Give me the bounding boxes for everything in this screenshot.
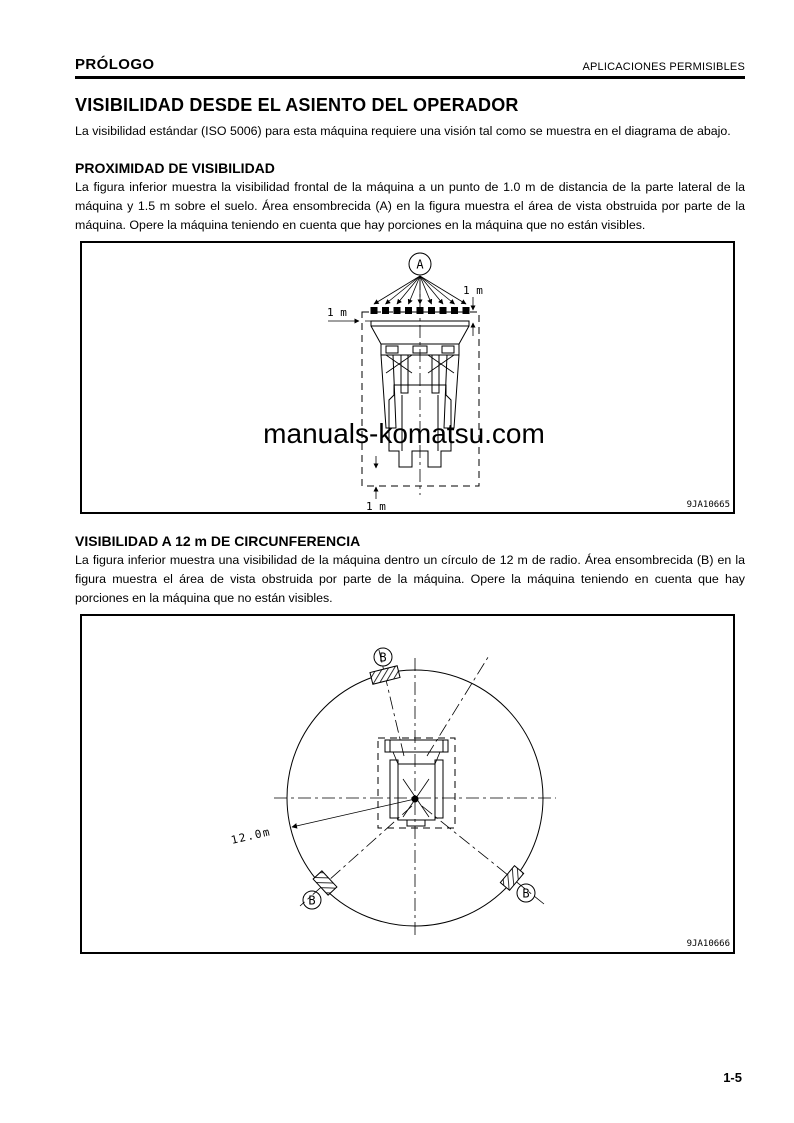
dimension-side-label: 1 m — [327, 306, 347, 319]
zone-b-label-bottom-right: B — [522, 886, 530, 901]
page-header — [75, 55, 745, 73]
point-a-label: A — [416, 257, 424, 272]
circumference-diagram — [82, 616, 733, 952]
dimension-rear — [366, 456, 386, 512]
section-heading-circumference: VISIBILIDAD A 12 m DE CIRCUNFERENCIA — [75, 533, 361, 549]
circumference-paragraph: La figura inferior muestra una visibilidad de la máquina dentro un círculo de 12 m de radio. Área ensombrecida (B) en la figura muestra el área de vista obstruida por parte de la máquina. Opere la máquina teniendo en cuenta que hay porciones en la máquina que no están visibles. — [75, 553, 745, 605]
page-title: VISIBILIDAD DESDE EL ASIENTO DEL OPERADOR — [75, 95, 519, 115]
zone-b-label-bottom-left: B — [308, 893, 316, 908]
figure-circumference-visibility — [80, 614, 735, 954]
header-rule — [75, 76, 745, 79]
sight-target-squares — [371, 307, 470, 314]
figure-code-proximity: 9JA10665 — [686, 500, 730, 510]
page-number: 1-5 — [723, 1070, 742, 1085]
radius-label: 12.0m — [229, 825, 273, 847]
figure-proximity-visibility — [80, 241, 735, 514]
zone-b-marker-bottom-right — [517, 884, 535, 902]
figure-code-circumference: 9JA10666 — [686, 939, 730, 949]
one-meter-boundary — [362, 312, 479, 486]
dimension-rear-label: 1 m — [366, 500, 386, 512]
header-section-title: APLICACIONES PERMISIBLES — [582, 61, 745, 73]
radius-dimension — [230, 799, 415, 847]
section-heading-proximity: PROXIMIDAD DE VISIBILIDAD — [75, 160, 275, 176]
radial-sight-lines — [300, 646, 544, 906]
obstructed-zones — [313, 666, 524, 895]
point-a-marker — [409, 253, 431, 275]
zone-b-marker-top — [374, 648, 392, 666]
zone-b-label-top: B — [379, 650, 387, 665]
dimension-front-label: 1 m — [463, 284, 483, 297]
proximity-paragraph: La figura inferior muestra la visibilidad frontal de la máquina a un punto de 1.0 m de distancia de la parte lateral de la máquina y 1.5 m sobre el suelo. Área ensombrecida (A) en la figura muestra el área de vista obstruida por parte de la máquina. Opere la máquina teniendo en cuenta que hay porciones en la máquina que no están visibles. — [75, 180, 745, 232]
watermark-text: manuals-komatsu.com — [263, 418, 545, 449]
dimension-side — [327, 306, 390, 321]
machine-top-view-drawing — [385, 740, 448, 826]
sight-rays — [374, 276, 466, 304]
proximity-diagram — [82, 243, 733, 512]
header-chapter-title: PRÓLOGO — [75, 56, 155, 73]
zone-b-marker-bottom-left — [303, 891, 321, 909]
intro-paragraph: La visibilidad estándar (ISO 5006) para esta máquina requiere una visión tal como se muestra en el diagrama de abajo. — [75, 124, 731, 138]
